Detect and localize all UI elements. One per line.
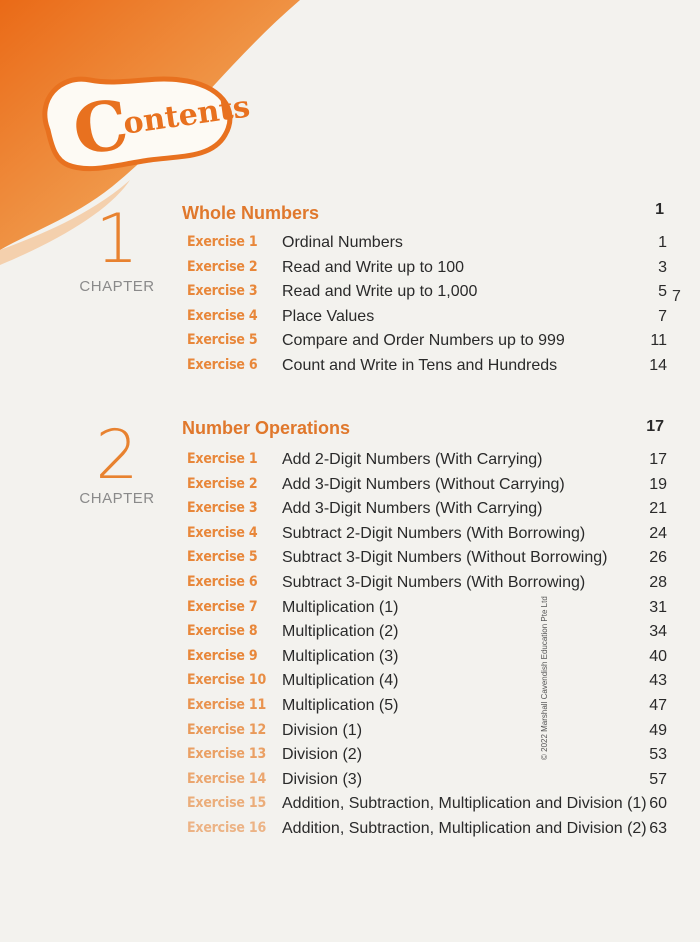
chapter-2-title: Number Operations (182, 418, 351, 438)
exercise-label: Exercise 1 (187, 234, 258, 250)
exercise-row (187, 308, 667, 332)
exercise-label: Exercise 4 (187, 524, 258, 541)
exercise-title: Division (1) (282, 721, 363, 739)
exercise-row (187, 259, 667, 283)
exercise-label: Exercise 16 (187, 820, 267, 836)
exercise-row (187, 357, 667, 381)
exercise-page: 40 (649, 647, 667, 665)
exercise-page: 60 (649, 795, 667, 813)
exercise-row (187, 795, 667, 819)
exercise-title: Division (3) (282, 770, 363, 788)
exercise-title: Read and Write up to 100 (282, 258, 465, 276)
chapter-1-label: CHAPTER (79, 278, 155, 295)
exercise-page: 5 (658, 283, 667, 301)
exercise-page: 28 (649, 574, 667, 591)
exercise-label: Exercise 2 (187, 258, 258, 275)
exercise-row (187, 234, 667, 258)
exercise-page: 63 (649, 820, 667, 837)
exercise-title: Add 2-Digit Numbers (With Carrying) (282, 451, 543, 468)
exercise-page: 14 (649, 357, 667, 374)
exercise-label: Exercise 5 (187, 332, 258, 349)
exercise-page: 57 (649, 770, 667, 788)
exercise-row (187, 283, 667, 307)
exercise-label: Exercise 12 (187, 721, 267, 738)
exercise-title: Addition, Subtraction, Multiplication and Division (1) (282, 795, 647, 813)
exercise-title: Subtract 3-Digit Numbers (With Borrowing) (282, 574, 586, 591)
exercise-page: 17 (649, 451, 667, 468)
exercise-page: 49 (649, 721, 667, 739)
exercise-page: 1 (658, 234, 667, 251)
exercise-page: 34 (649, 623, 667, 641)
exercise-label: Exercise 15 (187, 795, 267, 812)
exercise-page: 24 (649, 524, 667, 542)
contents-logo (30, 70, 253, 180)
exercise-label: Exercise 5 (187, 549, 258, 566)
exercise-label: Exercise 6 (187, 574, 258, 590)
exercise-page: 53 (649, 746, 667, 764)
logo-rest: ontents (121, 89, 253, 142)
exercise-label: Exercise 10 (187, 672, 267, 689)
exercise-title: Read and Write up to 1,000 (282, 283, 478, 301)
exercise-page: 43 (649, 672, 667, 690)
exercise-page: 7 (658, 307, 667, 325)
chapter-2-label: CHAPTER (79, 490, 155, 507)
exercise-title: Count and Write in Tens and Hundreds (282, 357, 558, 374)
exercise-row (187, 500, 667, 524)
exercise-title: Division (2) (282, 746, 363, 764)
exercise-title: Subtract 2-Digit Numbers (With Borrowing) (282, 524, 586, 542)
exercise-label: Exercise 13 (187, 746, 267, 763)
exercise-label: Exercise 8 (187, 623, 258, 640)
exercise-page: 3 (658, 258, 667, 276)
exercise-label: Exercise 7 (187, 598, 258, 615)
exercise-title: Multiplication (2) (282, 623, 399, 641)
exercise-row (187, 648, 667, 672)
exercise-row (187, 722, 667, 746)
exercise-title: Compare and Order Numbers up to 999 (282, 332, 565, 350)
exercise-title: Subtract 3-Digit Numbers (Without Borrowing) (282, 549, 608, 567)
exercise-row (187, 574, 667, 598)
exercise-label: Exercise 2 (187, 475, 258, 492)
exercise-row (187, 746, 667, 770)
exercise-row (187, 672, 667, 696)
exercise-page: 11 (650, 332, 667, 350)
exercise-label: Exercise 14 (187, 770, 267, 787)
exercise-page: 26 (649, 549, 667, 567)
chapter-1-page: 1 (655, 201, 664, 218)
exercise-label: Exercise 4 (187, 307, 258, 324)
exercise-label: Exercise 11 (187, 697, 267, 713)
exercise-title: Multiplication (3) (282, 647, 399, 665)
copyright-credit: © 2022 Marshall Cavendish Education Pte Ltd (540, 596, 549, 760)
exercise-page: 19 (649, 475, 667, 493)
exercise-page: 31 (649, 598, 667, 616)
exercise-title: Place Values (282, 307, 375, 325)
exercise-row (187, 599, 667, 623)
exercise-row (187, 525, 667, 549)
exercise-row (187, 623, 667, 647)
exercise-row (187, 549, 667, 573)
exercise-title: Add 3-Digit Numbers (With Carrying) (282, 500, 543, 518)
chapter-1-title: Whole Numbers (182, 203, 320, 223)
chapter-1-number: 1 (95, 200, 139, 279)
exercise-row (187, 771, 667, 795)
exercise-label: Exercise 9 (187, 647, 258, 664)
exercise-row (187, 820, 667, 844)
exercise-label: Exercise 3 (187, 283, 258, 300)
exercise-title: Multiplication (4) (282, 672, 399, 690)
exercise-row (187, 697, 667, 721)
chapter-2-page: 17 (646, 418, 664, 435)
exercise-label: Exercise 1 (187, 451, 258, 467)
exercise-page: 21 (649, 500, 667, 518)
exercise-title: Multiplication (1) (282, 598, 399, 616)
exercise-title: Add 3-Digit Numbers (Without Carrying) (282, 475, 565, 493)
side-page-number: 7 (672, 288, 681, 305)
exercise-page: 47 (649, 697, 667, 714)
exercise-row (187, 332, 667, 356)
exercise-title: Multiplication (5) (282, 697, 399, 714)
chapter-2-number: 2 (95, 416, 139, 495)
exercise-title: Addition, Subtraction, Multiplication and Division (2) (282, 820, 647, 837)
exercise-label: Exercise 6 (187, 357, 258, 373)
exercise-row (187, 476, 667, 500)
logo-first-letter: C (68, 84, 134, 172)
exercise-row (187, 451, 667, 475)
exercise-title: Ordinal Numbers (282, 234, 403, 251)
exercise-label: Exercise 3 (187, 500, 258, 517)
